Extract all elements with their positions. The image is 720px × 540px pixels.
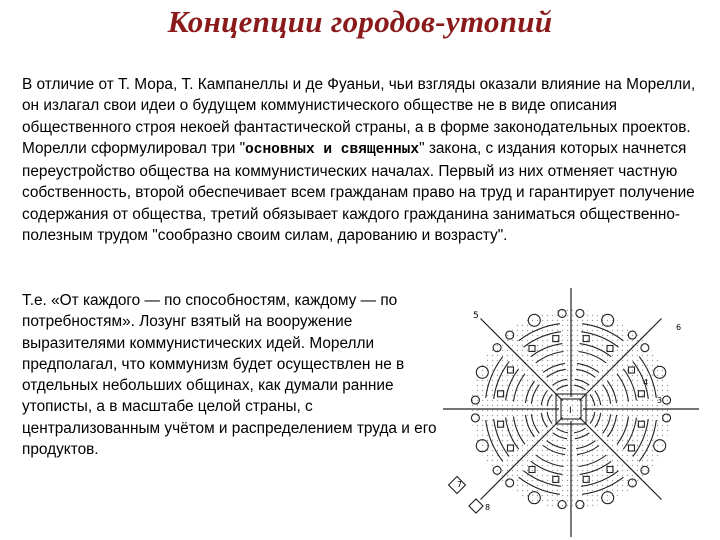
paragraph-text: В отличие от Т. Мора, Т. Кампанеллы и де Фуаньи, чьи взгляды оказали влияние на Морелли, он излагал свои идеи о будущем коммунистического обществе не в виде описания общественного строя некоей фантастической страны, а в форме законодательных проектов. Морелли сформулировал три "	[22, 76, 696, 157]
plan-center-label: I	[569, 406, 572, 416]
plan-label: 8	[485, 503, 491, 512]
utopian-city-plan	[440, 288, 720, 540]
plan-label: 6	[676, 323, 682, 332]
corner-structure	[469, 499, 483, 513]
plan-label: 5	[473, 311, 479, 321]
plan-label: 7	[457, 480, 463, 489]
emphasis-text: основных и священных	[245, 141, 420, 158]
paragraph-morelli-laws	[22, 74, 712, 246]
page-title: Концепции городов-утопий	[167, 4, 553, 39]
plan-label: 4	[643, 378, 649, 387]
plan-label: 3	[657, 396, 663, 405]
paragraph-text: " закона, с издания которых начнется переустройство общества на коммунистических началах. Первый из них отменяет частную собственность, второй обеспечивает всем гражданам право на труд и гарантирует получение содержания от общества, третий обязывает каждого гражданина заниматься общественно-полезным трудом "сообразно своим силам, дарованию и возрасту".	[22, 139, 695, 245]
paragraph-slogan: Т.е. «От каждого — по способностям, каждому — по потребностям». Лозунг взятый на вооружение выразителями коммунистических идей. Морелли предполагал, что коммунизм будет осуществлен не в отдельных небольших общинах, как думали ранние утописты, а в масштабе целой страны, с централизованным учётом и распределением труда и его продуктов.	[22, 292, 437, 459]
